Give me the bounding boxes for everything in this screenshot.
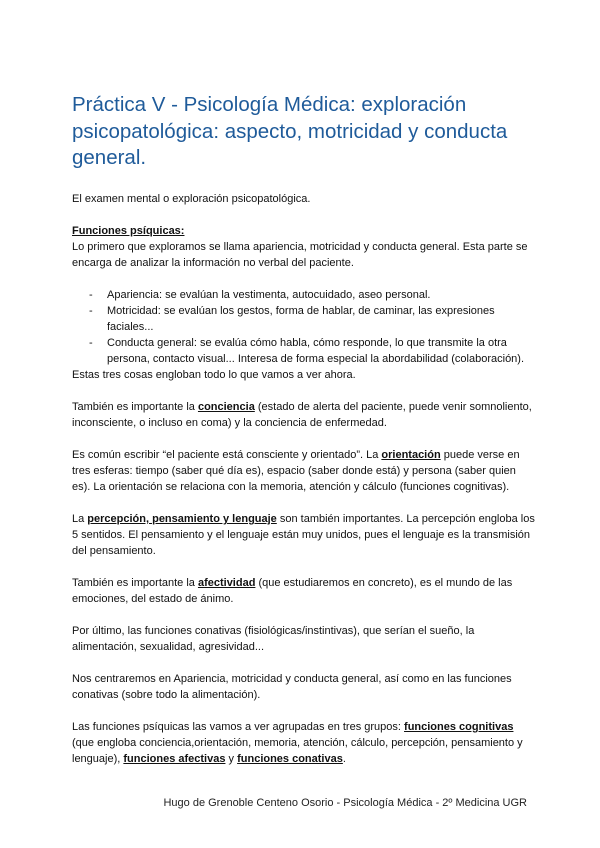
list-item: - Apariencia: se evalúan la vestimenta, autocuidado, aseo personal.	[72, 287, 536, 303]
paragraph: Por último, las funciones conativas (fisiológicas/instintivas), que serían el sueño, la alimentación, sexualidad, agresividad...	[72, 625, 475, 653]
paragraph-percepcion: La percepción, pensamiento y lenguaje son también importantes. La percepción engloba los 5 sentidos. El pensamiento y el lenguaje están muy unidos, pues el lenguaje es la transmisión del pensamiento.	[72, 513, 535, 557]
list-item: - Motricidad: se evalúan los gestos, forma de hablar, de caminar, las expresiones faciales...	[72, 303, 536, 335]
term: percepción, pensamiento y lenguaje	[87, 513, 277, 525]
paragraph-conciencia: También es importante la conciencia (estado de alerta del paciente, puede venir somnoliento, inconsciente, o incluso en coma) y la conciencia de enfermedad.	[72, 401, 532, 429]
term: funciones afectivas	[123, 753, 226, 765]
term: conciencia	[197, 401, 255, 413]
paragraph-orientacion: Es común escribir “el paciente está consciente y orientado”. La orientación puede verse en tres esferas: tiempo (saber qué día es), espacio (saber donde está) y persona (saber quien es). La orientación se relaciona con la memoria, atención y cálculo (funciones cognitivas).	[72, 449, 520, 493]
paragraph-grupos: Las funciones psíquicas las vamos a ver agrupadas en tres grupos: funciones cognitivas (que engloba conciencia,orientación, memoria, atención, cálculo, percepción, pensamiento y lenguaje), funciones afectivas y funciones conativas.	[72, 721, 523, 765]
bullet-list	[72, 287, 536, 367]
term: orientación	[381, 449, 441, 461]
term: afectividad	[197, 577, 256, 589]
term: funciones cognitivas	[404, 721, 514, 733]
term: funciones conativas	[237, 753, 343, 765]
paragraph-afectividad: También es importante la afectividad (que estudiaremos en concreto), es el mundo de las emociones, del estado de ánimo.	[72, 577, 513, 605]
page-footer: Hugo de Grenoble Centeno Osorio - Psicología Médica - 2º Medicina UGR	[163, 797, 527, 809]
list-item: - Conducta general: se evalúa cómo habla, cómo responde, lo que transmite la otra persona, contacto visual... Interesa de forma especial la abordabilidad (colaboración).	[72, 335, 536, 367]
paragraph: Estas tres cosas engloban todo lo que vamos a ver ahora.	[72, 369, 356, 381]
section-heading: Funciones psíquicas:	[72, 225, 185, 237]
paragraph: Nos centraremos en Apariencia, motricidad y conducta general, así como en las funciones conativas (sobre todo la alimentación).	[72, 673, 512, 701]
document-body	[72, 191, 536, 783]
paragraph: Lo primero que exploramos se llama apariencia, motricidad y conducta general. Esta parte se encarga de analizar la información no verbal del paciente.	[72, 241, 528, 269]
intro-paragraph: El examen mental o exploración psicopatológica.	[72, 193, 311, 205]
document-title: Práctica V - Psicología Médica: exploración psicopatológica: aspecto, motricidad y conducta general.	[72, 93, 508, 169]
